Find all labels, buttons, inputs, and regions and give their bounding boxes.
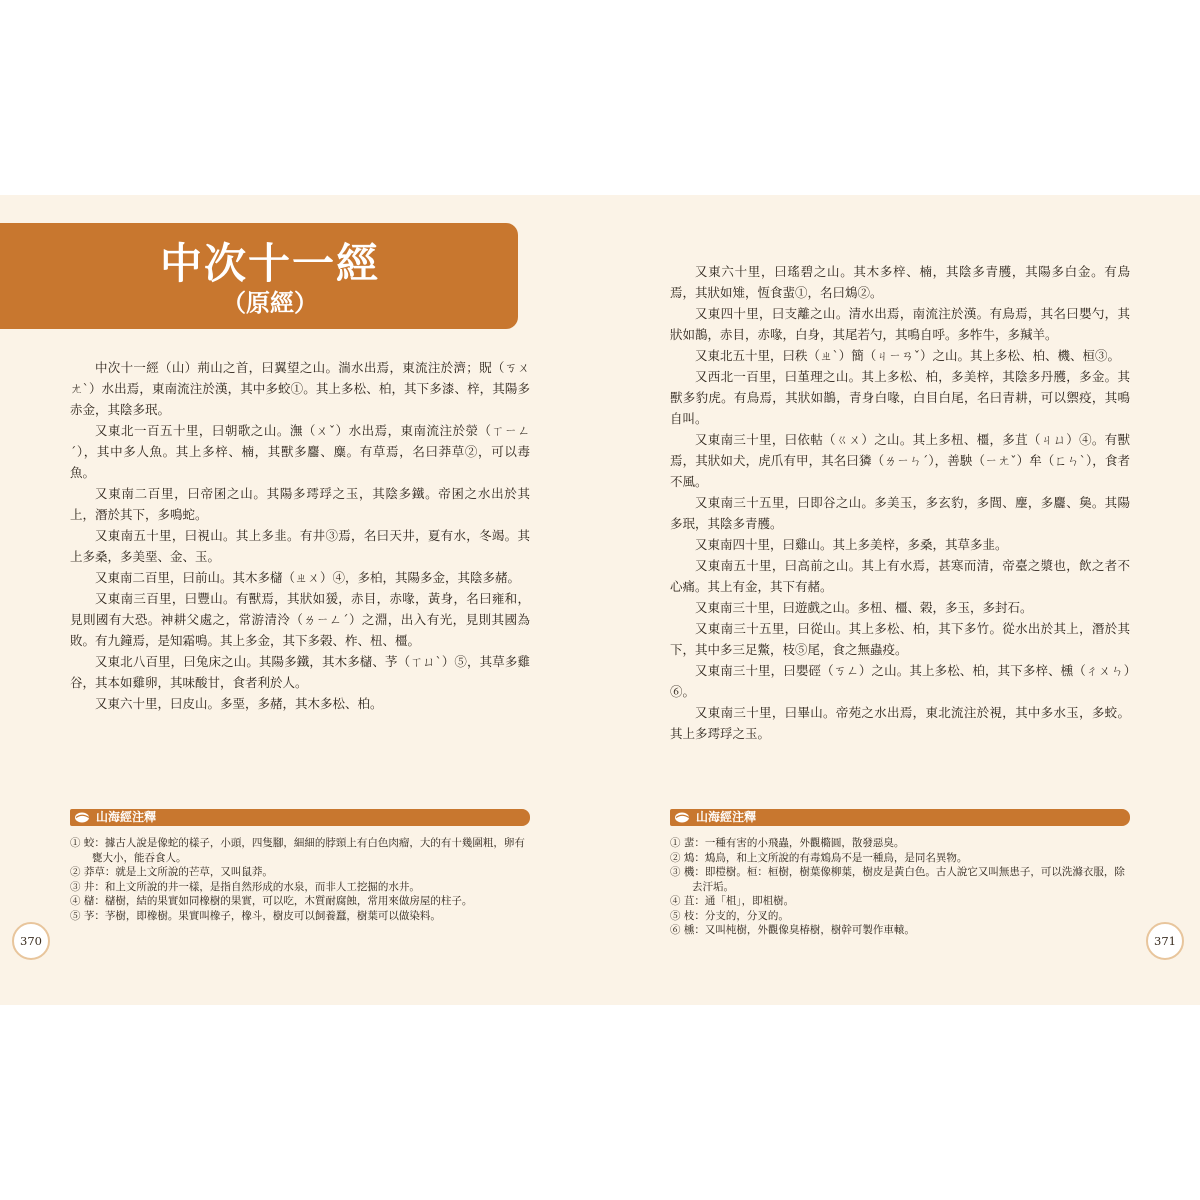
footnote: ③ 井：和上文所說的井一樣，是指自然形成的水泉，而非人工挖掘的水井。 (70, 880, 420, 893)
notes-heading-label: 山海經注釋 (96, 810, 157, 824)
paragraph: 又東南三十里，曰畢山。帝苑之水出焉，東北流注於視，其中多水玉，多蛟。其上多㻬琈之玉。 (670, 705, 1130, 741)
notes-heading-label: 山海經注釋 (696, 810, 757, 824)
footnote: ② 莽草：就是上文所說的芒草，又叫鼠莽。 (70, 866, 273, 878)
footnote: ⑤ 芧：芧樹，即橡樹。果實叫橡子，橡斗，樹皮可以飼養蠶，樹葉可以做染料。 (70, 909, 441, 922)
footnote: ⑤ 枝：分支的，分叉的。 (670, 909, 789, 922)
paragraph: 又東南五十里，曰視山。其上多韭。有井③焉，名曰天井，夏有水，冬竭。其上多桑，多美堊、金、玉。 (70, 528, 530, 564)
footnote: ⑥ 櫄：又叫杶樹，外觀像臭椿樹，樹幹可製作車轅。 (670, 924, 915, 936)
paragraph: 又東南四十里，曰雞山。其上多美梓，多桑，其草多韭。 (695, 537, 1008, 552)
chapter-title: 中次十一經 (159, 239, 380, 288)
footnote: ② 鴆：鴆鳥，和上文所說的有毒鴆鳥不是一種鳥，是同名異物。 (670, 851, 968, 864)
footnote: ③ 機：即榿樹。桓：桓樹，樹葉像柳葉，樹皮是黃白色。古人說它又叫無患子，可以洗滌衣服，除去汗垢。 (670, 866, 1125, 893)
paragraph: 又東南三百里，曰豐山。有獸焉，其狀如猨，赤目，赤喙，黃身，名曰雍和，見則國有大恐。神耕父處之，常游清泠（ㄌㄧㄥˊ）之淵，出入有光，見則其國為敗。有九鐘焉，是知霜鳴。其上多金，其下多榖、柞、杻、橿。 (70, 591, 530, 648)
notes-heading-right (670, 809, 1130, 826)
paragraph: 又東北一百五十里，曰朝歌之山。潕（ㄨˇ）水出焉，東南流注於滎（ㄒㄧㄥˊ），其中多人魚。其上多梓、楠，其獸多麢、麋。有草焉，名曰莽草②，可以毒魚。 (70, 423, 530, 480)
paragraph: 又東南三十五里，曰即谷之山。多美玉，多玄豹，多閭、麈，多麢、㚟。其陽多珉，其陰多青雘。 (670, 495, 1130, 531)
footnote: ④ 苴：通「柤」，即柤樹。 (670, 895, 795, 907)
right-page-text (670, 261, 1130, 744)
book-spread (0, 195, 1200, 1005)
paragraph: 又東北五十里，曰秩（ㄓˋ）簡（ㄐㄧㄢˇ）之山。其上多松、柏、機、桓③。 (695, 348, 1121, 363)
paragraph: 又東北八百里，曰兔床之山。其陽多鐵，其木多櫧、芧（ㄒㄩˋ）⑤，其草多雞谷，其本如雞卵，其味酸甘，食者利於人。 (70, 654, 530, 690)
paragraph: 又東六十里，曰皮山。多堊，多赭，其木多松、柏。 (95, 696, 383, 711)
paragraph: 又西北一百里，曰堇理之山。其上多松、柏，多美梓，其陰多丹雘，多金。其獸多豹虎。有鳥焉，其狀如鵲，青身白喙，白目白尾，名曰青耕，可以禦疫，其鳴自叫。 (670, 369, 1130, 426)
chapter-title-band (0, 223, 518, 329)
paragraph: 又東南三十五里，曰從山。其上多松、柏，其下多竹。從水出於其上，潛於其下，其中多三足鱉，枝⑤尾，食之無蟲疫。 (670, 621, 1130, 657)
paragraph: 又東南五十里，曰高前之山。其上有水焉，甚寒而清，帝臺之漿也，飲之者不心痛。其上有金，其下有赭。 (670, 558, 1130, 594)
footnote: ④ 櫧：櫧樹，結的果實如同橡樹的果實，可以吃，木質耐腐蝕，常用來做房屋的柱子。 (70, 895, 473, 907)
leaf-icon (674, 811, 692, 824)
left-page-text (70, 357, 530, 714)
footnote: ① 蜚：一種有害的小飛蟲，外觀橢圓，散發惡臭。 (670, 837, 905, 849)
notes-heading-left (70, 809, 530, 826)
paragraph: 又東南二百里，曰前山。其木多櫧（ㄓㄨ）④，多柏，其陽多金，其陰多赭。 (95, 570, 521, 585)
chapter-subtitle: （原經） (222, 289, 318, 317)
paragraph: 又東南三十里，曰遊戲之山。多杻、橿、榖，多玉，多封石。 (695, 600, 1033, 615)
leaf-icon (74, 811, 92, 824)
page-number-right: 371 (1146, 922, 1184, 960)
page-number-left: 370 (12, 922, 50, 960)
paragraph: 中次十一經（山）荊山之首，曰翼望之山。湍水出焉，東流注於濟；貺（ㄎㄨㄤˋ）水出焉，東南流注於漢，其中多蛟①。其上多松、柏，其下多漆、梓，其陽多赤金，其陰多珉。 (70, 360, 530, 417)
paragraph: 又東六十里，曰瑤碧之山。其木多梓、楠，其陰多青雘，其陽多白金。有鳥焉，其狀如雉，恆食蜚①，名曰鴆②。 (670, 264, 1130, 300)
paragraph: 又東南二百里，曰帝囷之山。其陽多㻬琈之玉，其陰多鐵。帝囷之水出於其上，潛於其下，多鳴蛇。 (70, 486, 530, 522)
left-notes (70, 836, 530, 923)
paragraph: 又東南三十里，曰嬰硜（ㄎㄥ）之山。其上多松、柏，其下多梓、櫄（ㄔㄨㄣ）⑥。 (670, 663, 1130, 699)
paragraph: 又東四十里，曰支離之山。清水出焉，南流注於漢。有鳥焉，其名曰嬰勺，其狀如鵲，赤目，赤喙，白身，其尾若勺，其鳴自呼。多㸲牛，多羬羊。 (670, 306, 1130, 342)
footnote: ① 蛟：據古人說是像蛇的樣子，小頭，四隻腳，細細的脖頸上有白色肉瘤，大的有十幾圍粗，卵有甕大小，能吞食人。 (70, 837, 525, 864)
paragraph: 又東南三十里，曰依軲（ㄍㄨ）之山。其上多杻、橿，多苴（ㄐㄩ）④。有獸焉，其狀如犬，虎爪有甲，其名曰獜（ㄌㄧㄣˊ），善駚（ㄧㄤˇ）牟（ㄈㄣˋ），食者不風。 (670, 432, 1130, 489)
right-notes (670, 836, 1130, 938)
